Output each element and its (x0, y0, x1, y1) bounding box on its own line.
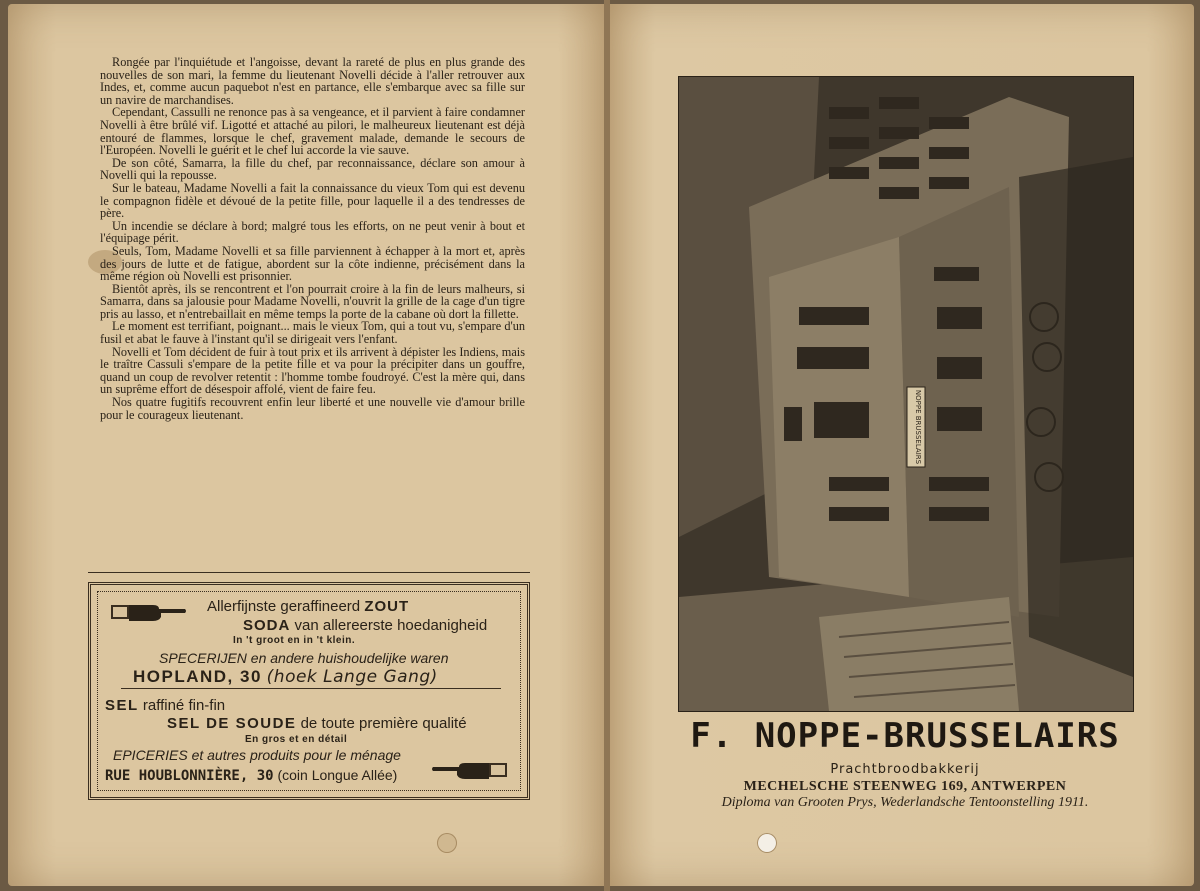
binding-hole-right (757, 833, 777, 853)
story-paragraph: Nos quatre fugitifs recouvrent enfin leur liberté et une nouvelle vie d'amour brille pour le courageux lieutenant. (100, 395, 525, 422)
story-text (100, 56, 525, 421)
story-paragraph: Un incendie se déclare à bord; malgré tous les efforts, on ne peut venir à bout et l'équipage périt. (100, 218, 525, 246)
ad-sel-rest: raffiné fin-fin (142, 697, 226, 714)
bakery-photograph (678, 76, 1134, 712)
ad-epiceries: EPICERIES et autres produits pour le ménage (113, 747, 401, 763)
ad-specerijen: SPECERIJEN en andere huishoudelijke waren (159, 650, 449, 666)
ad-hopland-corner: (hoek Lange Gang) (266, 667, 438, 687)
shop-address: MECHELSCHE STEENWEG 169, ANTWERPEN (743, 779, 1067, 794)
ad-soda: SODA (243, 617, 291, 634)
binding-hole-left (437, 833, 457, 853)
pointing-hand-left-icon (431, 757, 509, 783)
grocery-advertisement (88, 582, 530, 800)
ad-rue-corner: (coin Longue Allée) (277, 767, 398, 783)
ad-soda-rest: van allereerste hoedanigheid (294, 617, 488, 634)
ad-sel: SEL (105, 697, 139, 714)
story-paragraph: Cependant, Cassulli ne renonce pas à sa vengeance, et il parvient à faire condamner Novelli à être brûlé vif. Ligotté et attaché au pilori, le malheureux lieutenant est déjà entouré de flammes, lorsque le chef, gravement malade, demande le secours de l'Européen. Novelli le guérit et le chef lui accorde la vie sauve. (100, 105, 525, 158)
shop-subtitle: Prachtbroodbakkerij (830, 762, 980, 777)
story-paragraph: Bientôt après, ils se rencontrent et l'on pourrait croire à la fin de leurs malheurs, si Samarra, dans sa jalousie pour Madame Novelli, n'ouvrit la grille de la cage d'un tigre pris au lasso, et n'entrebaillait en même temps la porte de la cabane où dort la fillette. (100, 281, 525, 321)
separator-rule (88, 572, 530, 573)
story-paragraph: De son côté, Samarra, la fille du chef, par reconnaissance, déclare son amour à Novelli qui la repousse. (100, 155, 525, 183)
ad-sel-de-soude-rest: de toute première qualité (300, 715, 467, 732)
shop-diploma: Diploma van Grooten Prys, Wederlandsche Tentoonstelling 1911. (721, 795, 1089, 810)
ad-divider (121, 688, 501, 689)
ad-zout: ZOUT (364, 598, 410, 615)
story-paragraph: Sur le bateau, Madame Novelli a fait la connaissance du vieux Tom qui est devenu le compagnon fidèle et dévoué de la petite fille, pour laquelle il a des tendresses de père. (100, 180, 525, 221)
ad-hopland: HOPLAND, 30 (133, 667, 262, 686)
shop-sign: NOPPE BRUSSELAIRS (914, 389, 922, 465)
pointing-hand-right-icon (109, 599, 187, 625)
story-paragraph: Rongée par l'inquiétude et l'angoisse, devant la rareté de plus en plus grande des nouvelles de son mari, la femme du lieutenant Novelli décide à l'aller retrouver aux Indes, et, comme aucun paquebot n'est en partance, elle s'embarque avec sa fille sur un navire de marchandises. (100, 55, 525, 107)
shop-name: F. NOPPE-BRUSSELAIRS (690, 716, 1120, 756)
book-spine (604, 0, 610, 891)
story-paragraph: Seuls, Tom, Madame Novelli et sa fille parviennent à échapper à la mort et, après des jours de lutte et de fatigue, abordent sur la côte indienne, précisément dans la même région où Novelli est prisonnier. (100, 243, 525, 284)
story-paragraph: Novelli et Tom décident de fuir à tout prix et ils arrivent à dépister les Indiens, mais le traître Cassuli s'empare de la petite fille et va pour la précipiter dans un gouffre, quand un coup de revolver retentit : l'homme tombe foudroyé. C'est la mère qui, dans un suprême effort de désespoir affolé, vient de faire feu. (100, 344, 525, 397)
ad-sel-de-soude: SEL DE SOUDE (167, 715, 297, 732)
ad-wholesale-nl: In 't groot en in 't klein. (233, 635, 356, 646)
ad-zout-prefix: Allerfijnste geraffineerd (207, 598, 361, 615)
story-paragraph: Le moment est terrifiant, poignant... mais le vieux Tom, qui a tout vu, s'empare d'un fusil et abat le fauve à l'instant qu'il se dirigeait vers l'enfant. (100, 319, 525, 347)
ad-rue-houblonniere: RUE HOUBLONNIÈRE, 30 (105, 768, 274, 784)
ad-wholesale-fr: En gros et en détail (245, 734, 348, 745)
bakery-building-image (679, 77, 1133, 711)
